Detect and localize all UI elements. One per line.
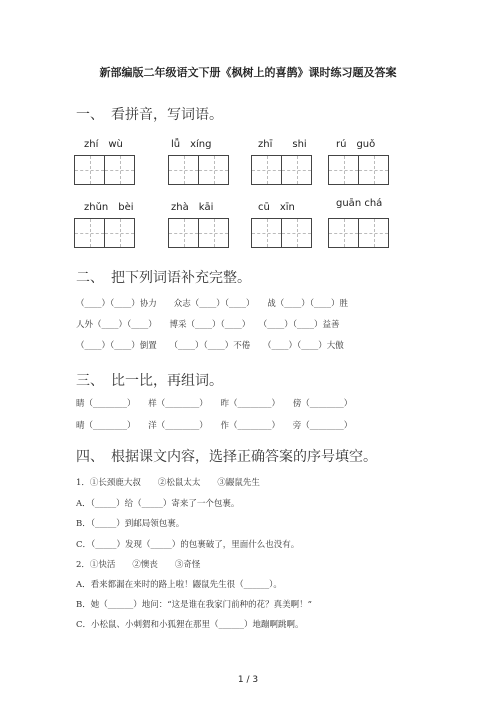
question-line: B．（_____）到邮局领包裹。 [76,519,185,529]
question-line: C．（_____）发现（_____）的包裹破了，里面什么也没有。 [76,540,300,550]
pinyin-2: lǚ xíng [171,139,212,150]
pinyin-6: zhà kāi [171,202,214,213]
pinyin-1: zhí wù [84,139,123,150]
idiom-line-1: （____）（____）协力 众志（____）（____） 战（____）（____）胜 [76,299,349,309]
writing-grid[interactable] [168,218,229,248]
section4-heading: 四、 根据课文内容，选择正确答案的序号填空。 [76,449,377,465]
question-line: A．（_____）给（_____）寄来了一个包裹。 [76,499,240,509]
page-number: 1 / 3 [237,675,259,685]
writing-grid[interactable] [74,155,135,185]
idiom-line-3: （____）（____）倒置 （____）（____）不倦 （____）（____）大傲 [76,341,344,351]
question-line: B．她（______）地问：“这是谁在我家门前种的花？真美啊！” [76,600,312,610]
writing-grid[interactable] [74,218,135,248]
writing-grid[interactable] [168,155,229,185]
compare-line-1: 睛（________） 样（________） 昨（________） 傍（________） [76,399,353,409]
pinyin-4: rú guǒ [336,139,376,150]
writing-grid[interactable] [328,155,389,185]
compare-line-2: 晴（________） 洋（________） 作（________） 旁（________） [76,421,353,431]
writing-grid[interactable] [251,218,312,248]
question-line: 2．①快活 ②懊丧 ③奇怪 [76,560,201,570]
page-title: 新部编版二年级语文下册《枫树上的喜鹊》课时练习题及答案 [99,66,397,79]
question-line: C．小松鼠、小刺猬和小狐狸在那里（______）地蹦啊跳啊。 [76,620,304,630]
writing-grid[interactable] [328,218,389,248]
section1-heading: 一、 看拼音，写词语。 [76,107,223,123]
question-line: 1．①长颈鹿大叔 ②松鼠太太 ③鼹鼠先生 [76,478,260,488]
section2-heading: 二、 把下列词语补充完整。 [76,270,251,286]
pinyin-8: guān chá [336,198,383,209]
pinyin-7: cū xīn [258,202,295,213]
pinyin-5: zhǔn bèi [84,202,134,213]
writing-grid[interactable] [251,155,312,185]
pinyin-3: zhī shi [258,139,307,150]
idiom-line-2: 人外（____）（____） 博采（____）（____） （____）（____）益善 [76,320,340,330]
question-line: A．看来都漏在来时的路上啦！鼹鼠先生很（______）。 [76,580,282,590]
section3-heading: 三、 比一比，再组词。 [76,373,223,389]
